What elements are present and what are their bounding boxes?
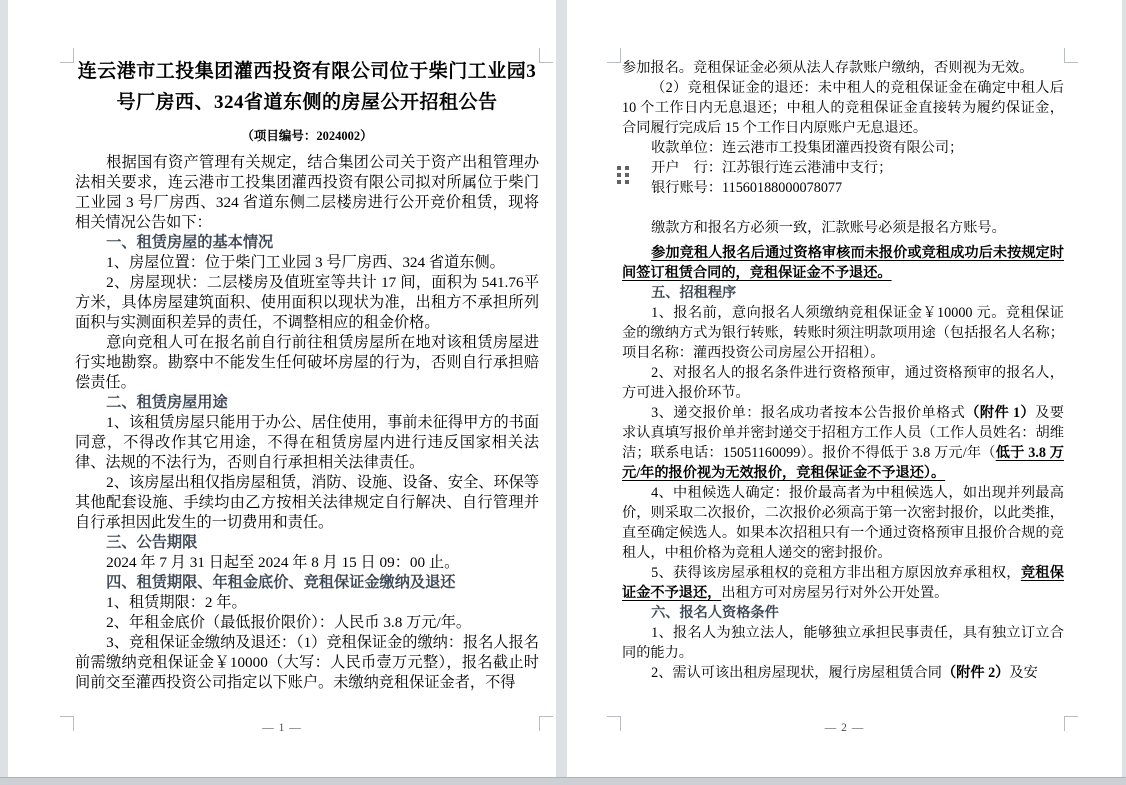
- text-run: 四、租赁期限、年租金底价、竞租保证金缴纳及退还: [106, 574, 456, 591]
- text-run: 1、租赁期限：2 年。: [106, 594, 247, 611]
- text-run: 连云港市工投集团灌西投资有限公司位于柴门工业园3号厂房西、324省道东侧的房屋公开招租公告: [77, 61, 537, 113]
- text-run: 2、需认可该出租房屋现状，履行房屋租赁合同: [651, 665, 942, 681]
- text-boundary-mark: [60, 48, 74, 63]
- paragraph: [622, 78, 1064, 138]
- text-run: 1、房屋位置：位于柴门工业园 3 号厂房西、324 省道东侧。: [106, 254, 505, 271]
- paragraph: [622, 623, 1064, 663]
- text-run: 三、公告期限: [106, 534, 198, 551]
- text-run: 2024 年 7 月 31 日起至 2024 年 8 月 15 日 09：00 止。: [106, 554, 460, 571]
- section-heading: [622, 283, 1064, 303]
- section-heading: [75, 233, 539, 253]
- text-run: 缴款方和报名方必须一致，汇款账号必须是报名方账号。: [651, 220, 1006, 236]
- text-run: 五、招租程序: [651, 285, 737, 301]
- paragraph: [75, 613, 539, 633]
- page-edge: [1122, 0, 1126, 777]
- page-1-text: [75, 56, 539, 693]
- text-run: 4、中租候选人确定：报价最高者为中租候选人，如出现并列最高价，则采取二次报价，二次报价必须高于第一次密封报价，以此类推，直至确定候选人。如果本次招租只有一个通过资格预审且报价合规的竞租人，中租价格为竞租人递交的密封报价。: [622, 485, 1064, 561]
- paragraph: [622, 178, 1064, 198]
- section-heading: [75, 573, 539, 593]
- paragraph: [622, 243, 1064, 283]
- paragraph: [622, 58, 1064, 78]
- text-run: 六、报名人资格条件: [651, 605, 779, 621]
- blank-line: [622, 198, 1064, 218]
- text-run: 5、获得该房屋承租权的竞租方非出租方原因放弃承租权，: [651, 565, 1021, 581]
- section-heading: [75, 393, 539, 413]
- text-boundary-mark: [607, 716, 621, 731]
- text-run: 1、报名人为独立法人，能够独立承担民事责任，具有独立订立合同的能力。: [622, 625, 1064, 661]
- text-run: 参加报名。竞租保证金必须从法人存款账户缴纳，否则视为无效。: [622, 60, 1034, 76]
- text-boundary-mark: [1064, 716, 1078, 731]
- text-run: 1、该租赁房屋只能用于办公、居住使用，事前未征得甲方的书面同意，不得改作其它用途，不得在租赁房屋内进行违反国家相关法律、法规的不法行为，否则自行承担相关法律责任。: [75, 414, 539, 471]
- paragraph: [622, 363, 1064, 403]
- paragraph: [75, 473, 539, 533]
- paragraph: [622, 403, 1064, 483]
- paragraph: [75, 553, 539, 573]
- text-run: （项目编号：2024002）: [241, 129, 373, 143]
- paragraph: [75, 413, 539, 473]
- page-number: — 2 —: [824, 722, 865, 734]
- text-run: 意向竞租人可在报名前自行前往租赁房屋所在地对该租赁房屋进行实地勘察。勘察中不能发生任何破坏房屋的行为，否则自行承担赔偿责任。: [75, 334, 539, 391]
- text-run: 2、年租金底价（最低报价限价）：人民币 3.8 万元/年。: [106, 614, 472, 631]
- window-bottom-edge: [0, 777, 1126, 785]
- paragraph: [75, 593, 539, 613]
- text-run: 银行账号：11560188000078077: [651, 180, 843, 196]
- text-run: 根据国有资产管理有关规定，结合集团公司关于资产出租管理办法相关要求，连云港市工投集团灌西投资有限公司拟对所属位于柴门工业园 3 号厂房西、324 省道东侧二层楼房进行公开竞价租赁，现将相关情况公告如下：: [75, 154, 539, 231]
- text-run: 及安: [1009, 665, 1038, 681]
- page-2-text: [622, 58, 1064, 683]
- text-run: （附件 2）: [941, 665, 1010, 681]
- text-boundary-mark: [539, 48, 553, 63]
- section-heading: [622, 603, 1064, 623]
- text-run: 参加竞租人报名后通过资格审核而未报价或竞租成功后未按规定时间签订租赁合同的，竞租保证金不予退还。: [622, 245, 1064, 281]
- paragraph: [75, 273, 539, 333]
- doc-title: [75, 56, 539, 118]
- paragraph: [75, 153, 539, 233]
- paragraph: [622, 158, 1064, 178]
- text-boundary-mark: [539, 716, 553, 731]
- text-run: 2、该房屋出租仅指房屋租赁，消防、设施、设备、安全、环保等其他配套设施、手续均由乙方按相关法律规定自行解决、自行管理并自行承担因此发生的一切费用和责任。: [75, 474, 539, 531]
- drag-handle-icon[interactable]: [617, 166, 621, 170]
- paragraph: [75, 633, 539, 693]
- paragraph: [622, 218, 1064, 238]
- text-run: 开户 行：江苏银行连云港浦中支行；: [651, 160, 893, 176]
- page-number: — 1 —: [262, 722, 302, 734]
- text-boundary-mark: [607, 48, 621, 63]
- text-run: 3、竞租保证金缴纳及退还：（1）竞租保证金的缴纳：报名人报名前需缴纳竞租保证金￥10000（大写：人民币壹万元整），报名截止时间前交至灌西投资公司指定以下账户。未缴纳竞租保证金者，不得: [75, 634, 539, 691]
- page-2[interactable]: [567, 0, 1122, 777]
- text-run: 1、报名前，意向报名人须缴纳竞租保证金￥10000 元。竞租保证金的缴纳方式为银行转账，转账时须注明款项用途（包括报名人名称；项目名称：灌西投资公司房屋公开招租）。: [622, 305, 1064, 361]
- paragraph: [622, 563, 1064, 603]
- page-1[interactable]: [8, 0, 556, 777]
- text-run: 及要求认真填写报价单并密封递交于招租方工作人员（工作人员姓名：胡维洁；联系电话：15051160099）。报价不得低于 3.8 万元/年（: [622, 405, 1064, 461]
- section-heading: [75, 533, 539, 553]
- project-number: [75, 128, 539, 145]
- text-run: （附件 1）: [965, 405, 1036, 421]
- paragraph: [622, 303, 1064, 363]
- text-run: 2、房屋现状：二层楼房及值班室等共计 17 间，面积为 541.76平方米，具体房屋建筑面积、使用面积以现状为准，出租方不承担所列面积与实测面积差异的责任，不调整相应的租金价格。: [75, 274, 539, 331]
- text-run: 收款单位：连云港市工投集团灌西投资有限公司；: [651, 140, 964, 156]
- text-run: 3、递交报价单：报名成功者按本公告报价单格式: [651, 405, 966, 421]
- paragraph: [75, 253, 539, 273]
- paragraph: [75, 333, 539, 393]
- paragraph: [622, 138, 1064, 158]
- text-run: 低于 3.8 万元/年的报价视为无效报价，竞租保证金不予退还）。: [622, 445, 1064, 481]
- text-run: 2、对报名人的报名条件进行资格预审，通过资格预审的报名人，方可进入报价环节。: [622, 365, 1064, 401]
- text-run: （2）竞租保证金的退还：未中租人的竞租保证金在确定中租人后 10 个工作日内无息退还；中租人的竞租保证金直接转为履约保证金，合同履行完成后 15 个工作日内原账户无息退还。: [622, 80, 1064, 136]
- text-run: 竞租保证金不予退还，: [622, 565, 1064, 601]
- text-run: 出租方可对房屋另行对外公开处置。: [721, 585, 949, 601]
- text-run: 一、租赁房屋的基本情况: [106, 234, 274, 251]
- paragraph: [622, 483, 1064, 563]
- text-boundary-mark: [1064, 48, 1078, 63]
- text-boundary-mark: [60, 716, 74, 731]
- text-run: 二、租赁房屋用途: [106, 394, 228, 411]
- paragraph: [622, 663, 1064, 683]
